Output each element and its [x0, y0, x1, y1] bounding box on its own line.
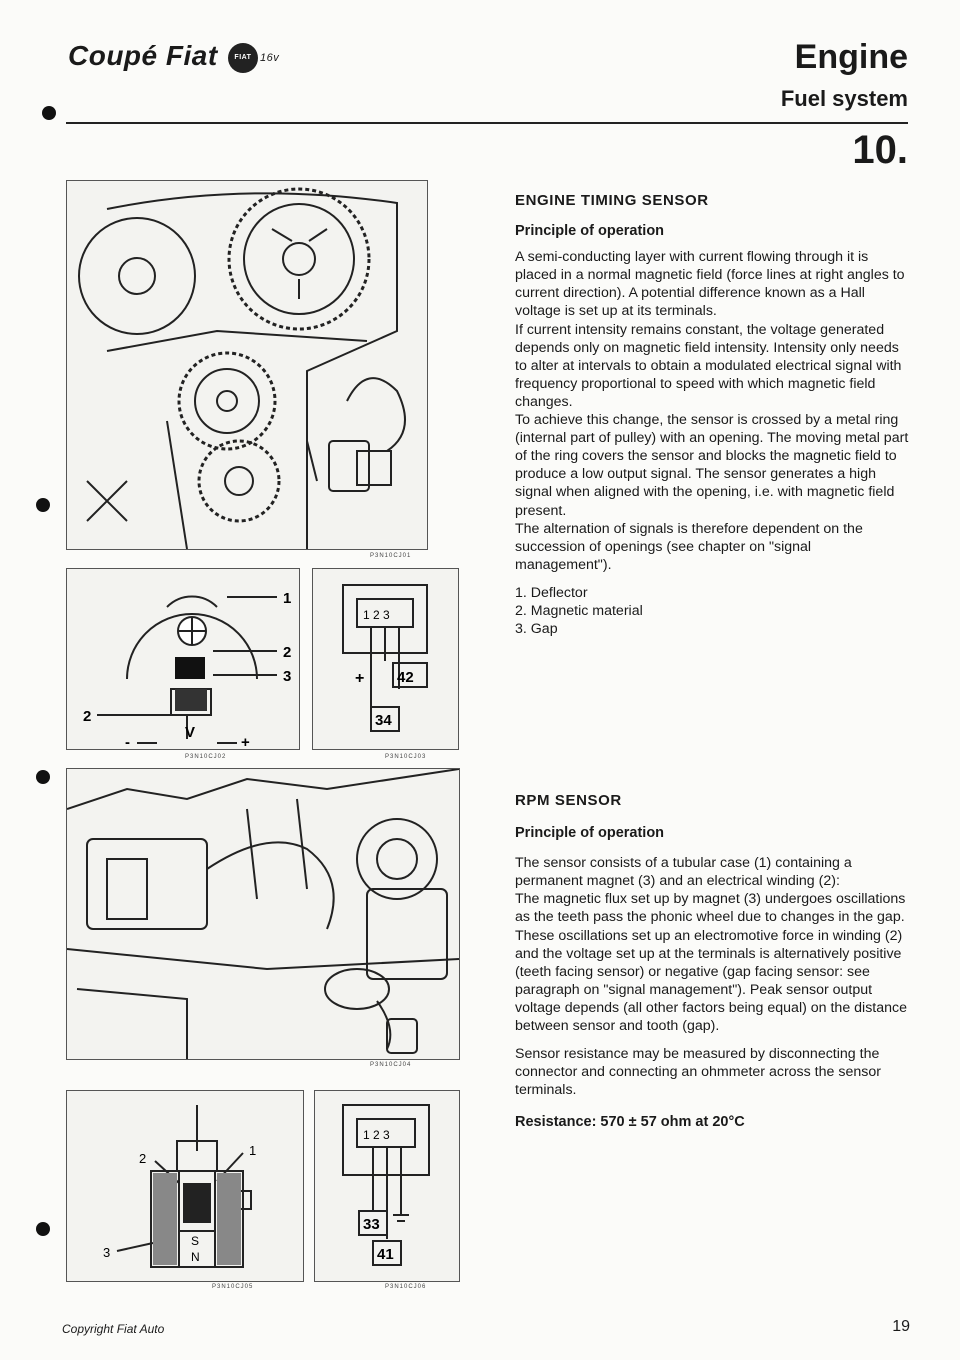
figure-hall-sensor — [66, 568, 300, 750]
fiat-logo-icon: FIAT — [228, 43, 258, 73]
timing-legend — [515, 584, 910, 638]
figure-rpm-connector — [314, 1090, 460, 1282]
list-item: 1. Deflector — [515, 584, 588, 601]
callout-2: 2 — [139, 1151, 147, 1166]
rpm-heading: RPM SENSOR — [515, 792, 622, 809]
box-33: 33 — [363, 1216, 380, 1233]
binder-hole — [42, 106, 56, 120]
brand-title — [68, 40, 279, 73]
timing-paragraph-4: The alternation of signals is therefore dependent on the succession of openings (see chapter on "signal management"). — [515, 520, 863, 573]
timing-belt-illustration — [67, 181, 427, 549]
callout-2: 2 — [283, 644, 292, 661]
figure-code: P3N10CJ02 — [185, 754, 227, 760]
box-41: 41 — [377, 1246, 394, 1263]
pole-n: N — [191, 1250, 200, 1264]
rpm-location-illustration — [67, 769, 459, 1059]
pin-numbers: 1 2 3 — [363, 1128, 390, 1142]
rpm-connector-diagram — [315, 1091, 459, 1281]
timing-subheading: Principle of operation — [515, 223, 665, 240]
callout-2-left: 2 — [83, 708, 92, 725]
rpm-paragraph-2: The magnetic flux set up by magnet (3) undergoes oscillations as the teeth pass the phonic wheel due to changes in the gap. — [515, 891, 906, 926]
binder-hole — [36, 498, 50, 512]
pole-s: S — [191, 1234, 200, 1248]
figure-code: P3N10CJ01 — [370, 553, 412, 559]
callout-3: 3 — [103, 1245, 111, 1260]
rpm-paragraph-3: These oscillations set up an electromotive force in winding (2) and the voltage set up at the terminals is alternatively positive (teeth facing sensor) or negative (gap facing sensor: see paragraph on "signal management"). Peak sensor output voltage depends (all other factors being equal) on the distance between sensor and tooth (gap). — [515, 927, 907, 1035]
binder-hole — [36, 770, 50, 784]
voltage-label: V — [185, 724, 196, 741]
list-item: 2. Magnetic material — [515, 602, 643, 619]
list-item: 3. Gap — [515, 620, 558, 637]
brand-suffix: 16v — [259, 51, 280, 64]
timing-paragraph-1: A semi-conducting layer with current flowing through it is placed in a normal magnetic field (force lines at right angles to current direction). A potential difference known as a Hall voltage is set up at its terminals. — [515, 249, 905, 320]
figure-code: P3N10CJ04 — [370, 1062, 412, 1068]
figure-rpm-cross-section — [66, 1090, 304, 1282]
pin-numbers: 1 2 3 — [363, 608, 390, 622]
timing-paragraph-2: If current intensity remains constant, the voltage generated depends only on magnetic field intensity. Intensity only needs to alter at intervals to obtain a modulated electrical signal with frequency proportional to speed with which magnetic field changes. — [515, 321, 902, 410]
hall-sensor-diagram — [67, 569, 299, 749]
plus-label: + — [241, 734, 250, 749]
callout-3: 3 — [283, 668, 292, 685]
timing-heading: ENGINE TIMING SENSOR — [515, 192, 709, 209]
timing-sensor-section — [515, 192, 910, 638]
binder-hole — [36, 1222, 50, 1236]
header-rule — [66, 122, 908, 124]
timing-paragraph-3: To achieve this change, the sensor is crossed by a metal ring (internal part of pulley) with an opening. The moving metal part of the ring covers the sensor and blocks the magnetic field to produce a low output signal. The sensor generates a high signal when aligned with the opening, i.e. with magnetic field present. — [515, 412, 909, 519]
rpm-sensor-section — [515, 792, 910, 1132]
figure-code: P3N10CJ03 — [385, 754, 427, 760]
rpm-paragraph-4: Sensor resistance may be measured by disconnecting the connector and connecting an ohmmeter across the sensor terminals. — [515, 1046, 881, 1099]
copyright: Copyright Fiat Auto — [62, 1322, 165, 1336]
box-42: 42 — [397, 669, 414, 686]
plus-label: + — [355, 670, 365, 687]
rpm-cross-section-diagram — [67, 1091, 303, 1281]
figure-code: P3N10CJ05 — [212, 1284, 254, 1290]
section-number: 10. — [852, 128, 908, 172]
page-subtitle: Fuel system — [780, 86, 908, 111]
rpm-paragraph-1: The sensor consists of a tubular case (1) containing a permanent magnet (3) and an electrical winding (2): — [515, 855, 852, 890]
callout-1: 1 — [249, 1143, 257, 1158]
rpm-subheading: Principle of operation — [515, 825, 665, 842]
figure-code: P3N10CJ06 — [385, 1284, 427, 1290]
minus-label: - — [125, 734, 130, 749]
brand-name: Coupé Fiat — [68, 40, 218, 71]
page-title: Engine — [794, 38, 908, 76]
page-number: 19 — [892, 1318, 910, 1335]
resistance-spec: Resistance: 570 ± 57 ohm at 20°C — [515, 1114, 745, 1131]
figure-timing-belt — [66, 180, 428, 550]
figure-timing-connector — [312, 568, 459, 750]
box-34: 34 — [375, 712, 392, 729]
figure-rpm-sensor-location — [66, 768, 460, 1060]
callout-1: 1 — [283, 590, 292, 607]
timing-connector-diagram — [313, 569, 458, 749]
